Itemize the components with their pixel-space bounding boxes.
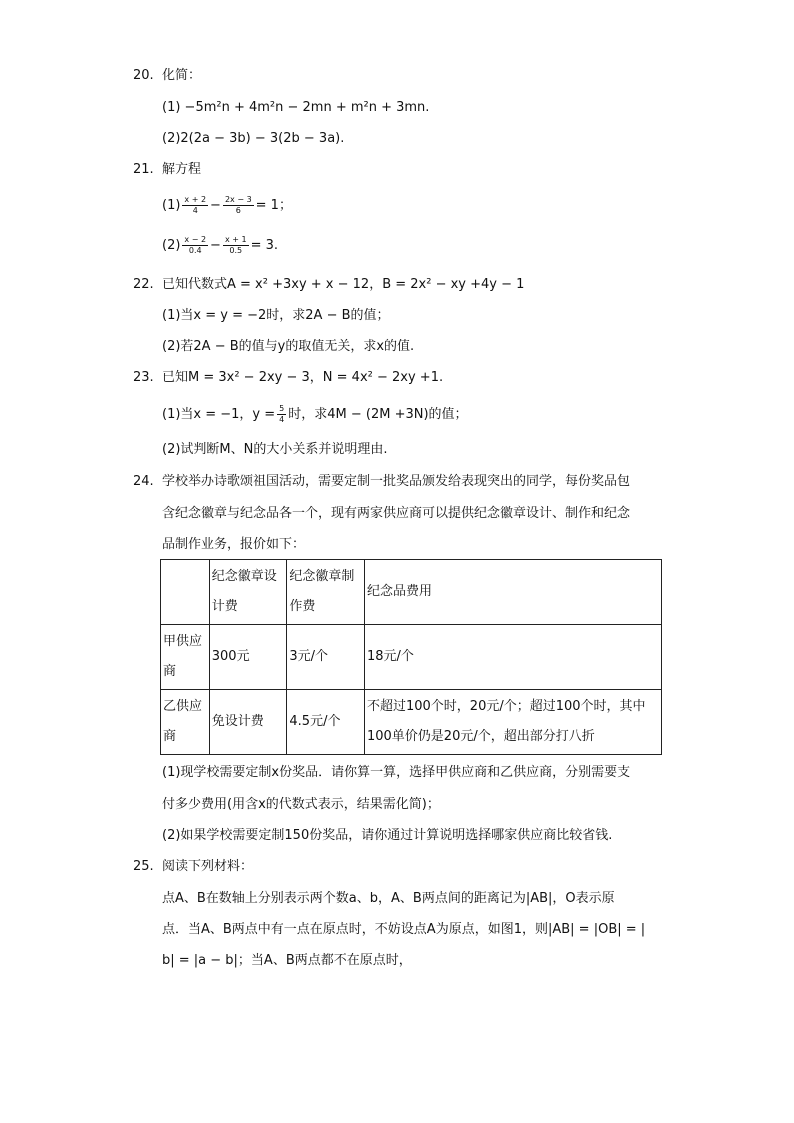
table-cell: 不超过100个时，20元/个；超过100个时，其中100单价仍是20元/个，超出部分打八折	[364, 690, 661, 755]
paragraph-line: b| = |a − b|；当A、B两点都不在原点时，	[162, 953, 412, 968]
paragraph-line: 品制作业务，报价如下：	[162, 537, 306, 552]
question-part: (2)试判断M、N的大小关系并说明理由.	[162, 442, 388, 457]
question-part: (1)当x = y = −2时，求2A − B的值；	[162, 308, 390, 323]
table-cell: 乙供应商	[161, 690, 210, 755]
table-header-cell: 纪念徽章制作费	[287, 560, 365, 625]
question-title: 化简：	[162, 68, 202, 83]
table-cell: 免设计费	[209, 690, 287, 755]
table-cell: 3元/个	[287, 625, 365, 690]
question-part: (1) $\frac{x + 2}{4}$ − $\frac{2x - 3}{6}$ = 1；	[162, 195, 292, 215]
question-part: (2)2(2a − 3b) − 3(2b − 3a).	[162, 131, 345, 146]
question-part: (1) −5m²n + 4m²n − 2mn + m²n + 3mn.	[162, 100, 430, 115]
question-number: 24.	[133, 474, 154, 489]
question-part: (1)现学校需要定制x份奖品．请你算一算，选择甲供应商和乙供应商，分别需要支	[162, 765, 631, 780]
paragraph-line: 含纪念徽章与纪念品各一个，现有两家供应商可以提供纪念徽章设计、制作和纪念	[162, 506, 631, 521]
table-header-cell: 纪念徽章设计费	[209, 560, 287, 625]
question-number: 20.	[133, 68, 154, 83]
question-number: 23.	[133, 370, 154, 385]
question-part: (2)若2A − B的值与y的取值无关，求x的值.	[162, 339, 415, 354]
question-number: 25.	[133, 859, 154, 874]
question-title: 阅读下列材料：	[162, 859, 254, 874]
table-cell: 4.5元/个	[287, 690, 365, 755]
fraction: $\frac{5}{4}$	[279, 404, 285, 424]
question-part: 付多少费用(用含x的代数式表示，结果需化简)；	[162, 797, 440, 812]
paragraph-line: 点A、B在数轴上分别表示两个数a、b，A、B两点间的距离记为|AB|，O表示原	[162, 891, 615, 906]
question-number: 22.	[133, 277, 154, 292]
question-part: (2)如果学校需要定制150份奖品，请你通过计算说明选择哪家供应商比较省钱.	[162, 828, 613, 843]
fraction: $\frac{x + 2}{4}$	[184, 195, 207, 215]
fraction: $\frac{2x - 3}{6}$	[224, 195, 252, 215]
table-header-cell: 纪念品费用	[364, 560, 661, 625]
question-title: 已知M = 3x² − 2xy − 3，N = 4x² − 2xy +1.	[162, 370, 444, 385]
fraction: $\frac{x + 1}{0.5}$	[224, 235, 247, 255]
question-number: 21.	[133, 162, 154, 177]
table-cell: 甲供应商	[161, 625, 210, 690]
price-table	[160, 559, 662, 755]
table-header-cell	[161, 560, 210, 625]
question-part: (1)当x = −1，y = $\frac{5}{4}$ 时，求4M − (2M +3N)的值；	[162, 404, 468, 424]
question-part: (2) $\frac{x - 2}{0.4}$ − $\frac{x + 1}{0.5}$ = 3.	[162, 235, 279, 255]
table-row	[161, 625, 662, 690]
table-header-row	[161, 560, 662, 625]
table-cell: 18元/个	[364, 625, 661, 690]
paragraph-line: 点．当A、B两点中有一点在原点时，不妨设点A为原点，如图1，则|AB| = |OB| = |	[162, 922, 646, 937]
paragraph-line: 学校举办诗歌颂祖国活动，需要定制一批奖品颁发给表现突出的同学，每份奖品包	[162, 474, 631, 489]
question-title: 已知代数式A = x² +3xy + x − 12，B = 2x² − xy +4y − 1	[162, 277, 525, 292]
table-cell: 300元	[209, 625, 287, 690]
fraction: $\frac{x - 2}{0.4}$	[184, 235, 207, 255]
table-row	[161, 690, 662, 755]
question-title: 解方程	[162, 162, 202, 177]
